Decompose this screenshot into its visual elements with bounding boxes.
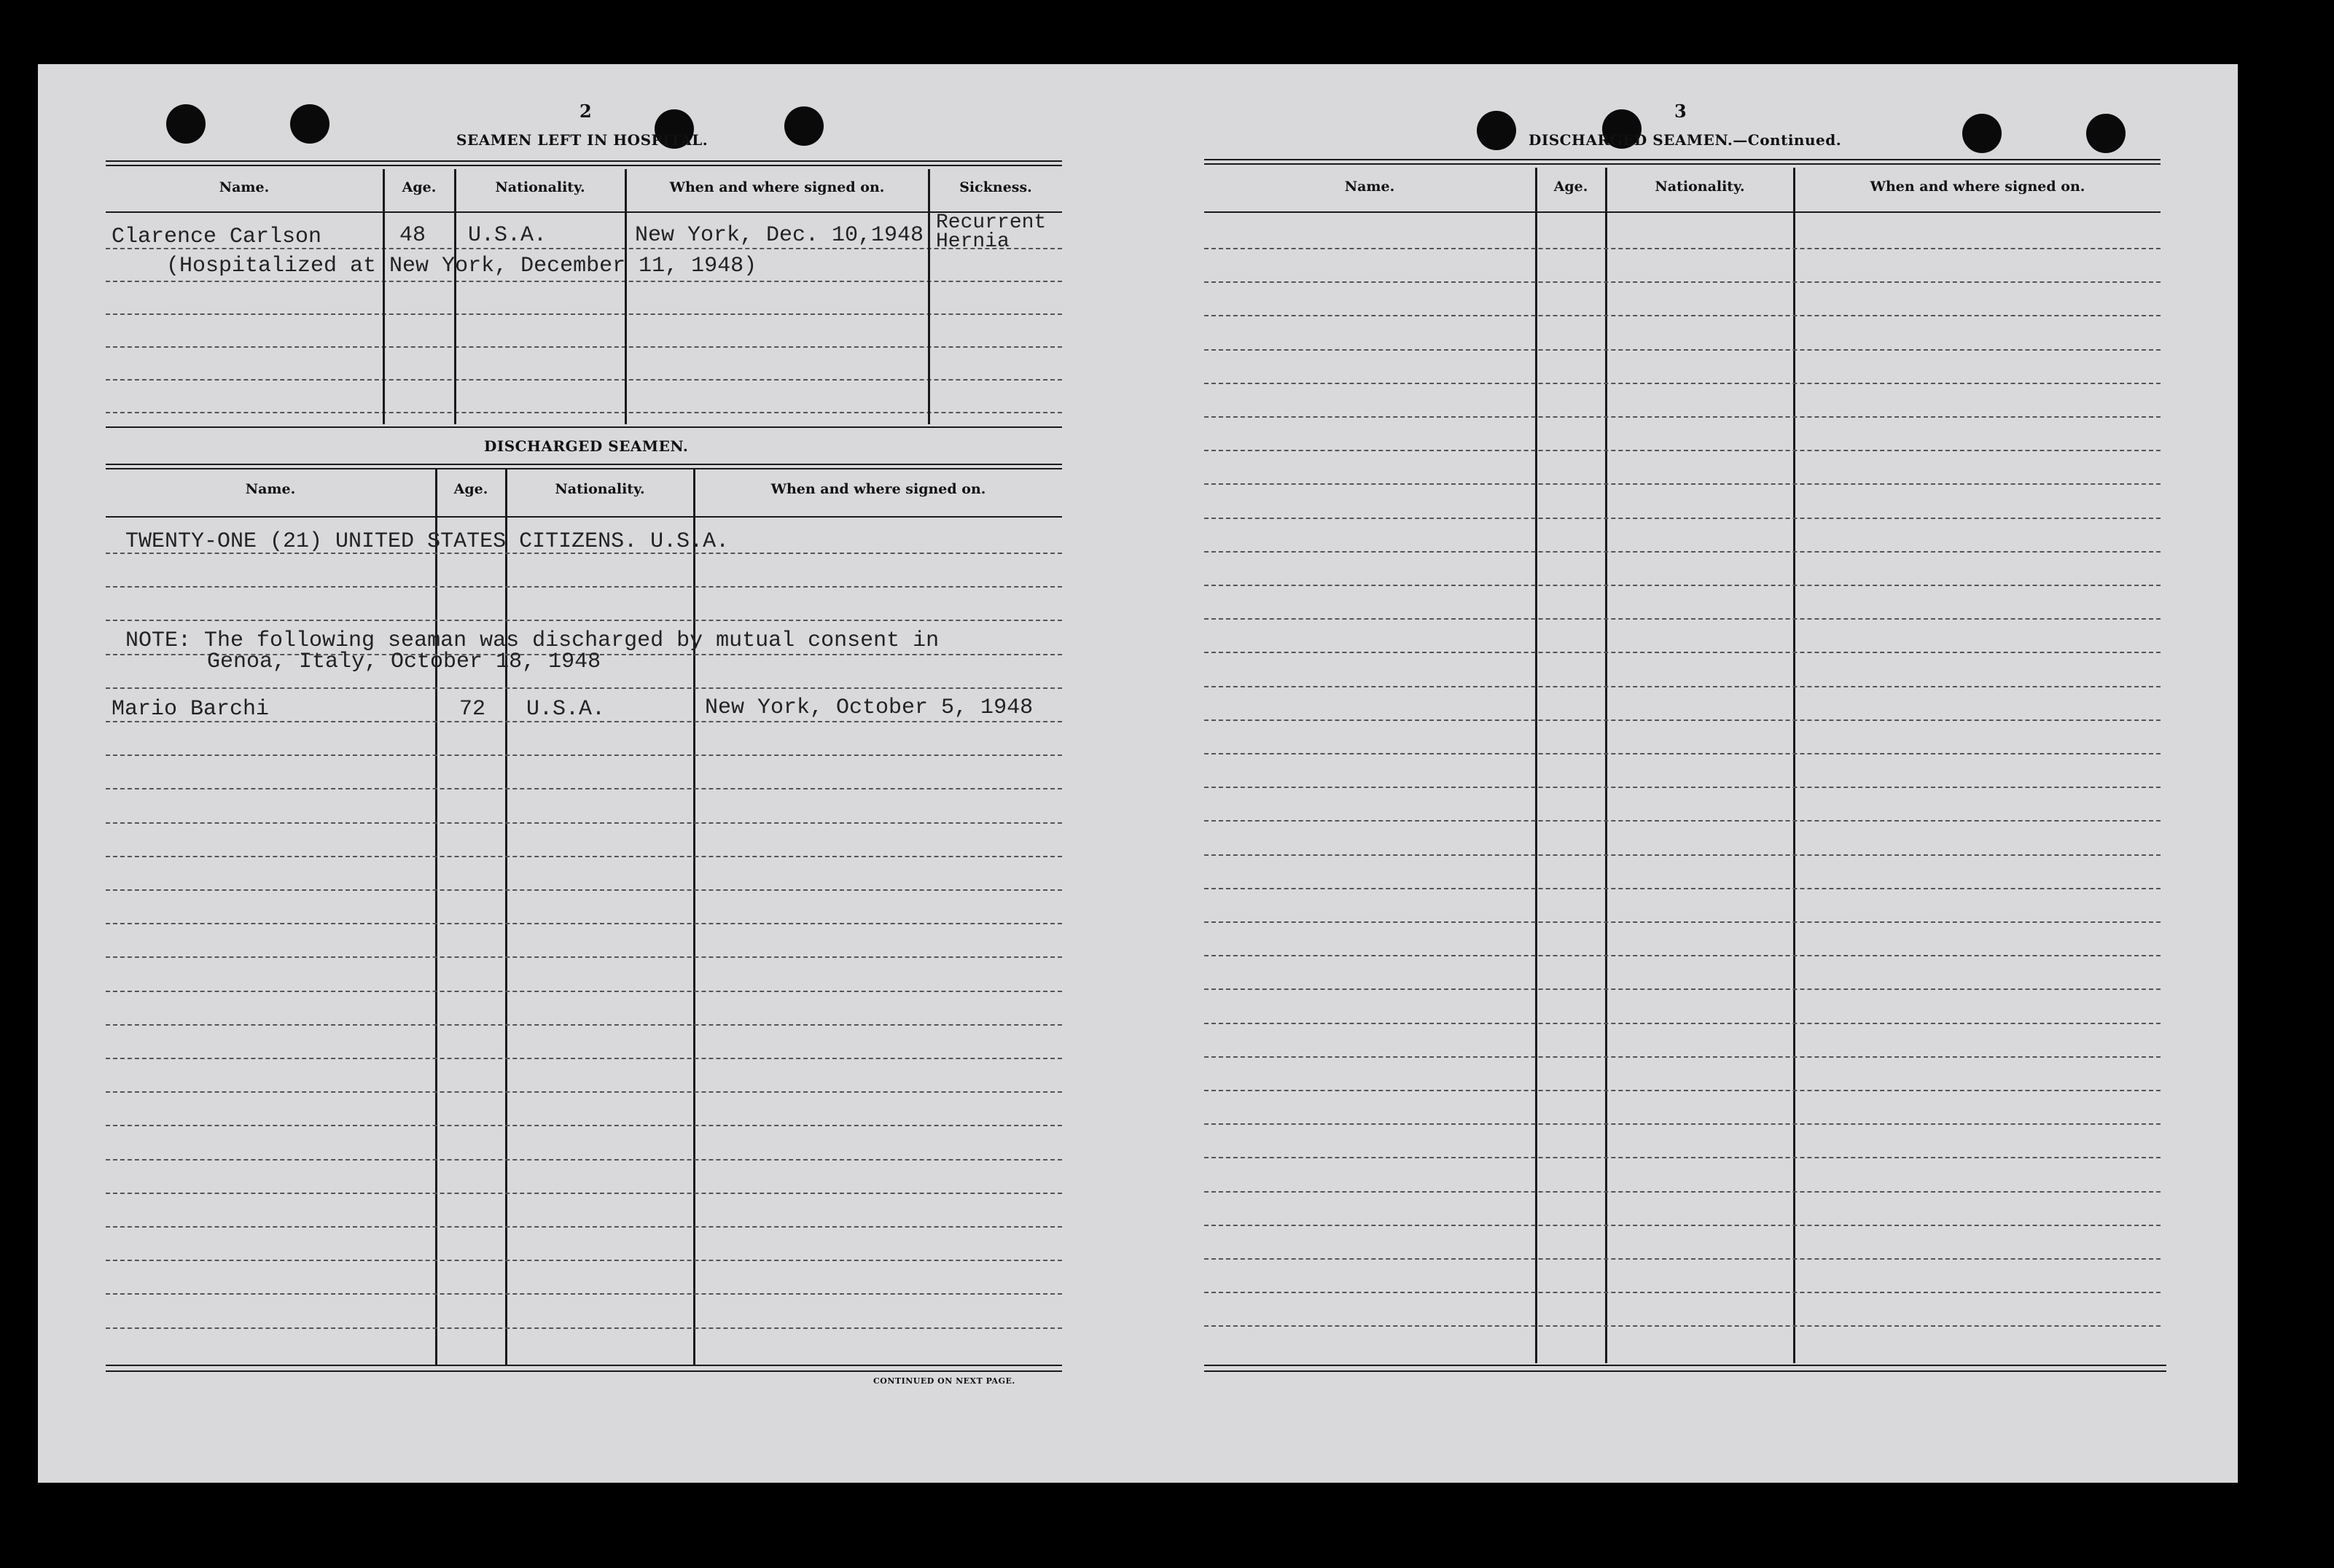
hospital-col-name-header: Name.: [219, 179, 270, 195]
ruled-row-line: [106, 1159, 1062, 1161]
left-table-bottom-rule: [106, 1365, 1062, 1366]
discharged-summary: TWENTY-ONE (21) UNITED STATES CITIZENS. U.S.A.: [125, 529, 730, 554]
hospital-col-sickness-header: Sickness.: [959, 179, 1032, 195]
ruled-row-line: [1204, 1191, 2161, 1193]
ruled-row-line: [106, 889, 1062, 891]
hospital-entry-nationality: U.S.A.: [468, 223, 547, 248]
right-col-divider: [1793, 168, 1795, 1363]
ruled-row-line: [106, 1260, 1062, 1261]
left-table-bottom-rule-2: [106, 1370, 1062, 1372]
discharged-note-line-2: Genoa, Italy, October 18, 1948: [207, 650, 601, 674]
discharged-col-divider: [435, 469, 437, 1365]
punch-hole: [784, 106, 824, 146]
page-number-left: 2: [579, 101, 592, 122]
discharged-entry-signed-on: New York, October 5, 1948: [705, 695, 1034, 720]
ruled-row-line: [106, 687, 1062, 689]
discharged-col-divider: [693, 469, 695, 1365]
ruled-row-line: [106, 1226, 1062, 1228]
punch-hole: [1962, 114, 2002, 153]
ruled-row-line: [1204, 483, 2161, 485]
right-col-divider: [1535, 168, 1537, 1363]
discharged-section-title: DISCHARGED SEAMEN.: [484, 437, 689, 455]
hospital-row-line: [106, 412, 1062, 413]
ruled-row-line: [1204, 1123, 2161, 1125]
ruled-row-line: [106, 620, 1062, 621]
hospital-entry-sickness-2: Hernia: [936, 230, 1010, 253]
discharged-col-nationality-header: Nationality.: [555, 481, 645, 497]
hospital-header-rule: [106, 211, 1062, 213]
discharged-col-name-header: Name.: [245, 481, 296, 497]
ruled-row-line: [1204, 719, 2161, 721]
hospital-table-top-rule: [106, 160, 1062, 166]
hospital-col-divider: [454, 169, 456, 424]
right-table-top-rule: [1204, 159, 2161, 165]
ruled-row-line: [1204, 988, 2161, 990]
ruled-row-line: [1204, 1325, 2161, 1327]
hospital-row-line: [106, 313, 1062, 315]
ruled-row-line: [106, 1024, 1062, 1026]
right-header-rule: [1204, 211, 2161, 213]
ruled-row-line: [1204, 955, 2161, 956]
right-col-age-header: Age.: [1553, 179, 1588, 195]
hospital-entry-signed-on: New York, Dec. 10,1948: [635, 223, 924, 248]
page-number-right: 3: [1674, 101, 1687, 122]
ruled-row-line: [106, 1327, 1062, 1329]
continued-footer: CONTINUED ON NEXT PAGE.: [873, 1376, 1015, 1386]
ruled-row-line: [1204, 1090, 2161, 1091]
ruled-row-line: [106, 586, 1062, 588]
ruled-row-line: [1204, 686, 2161, 687]
ruled-row-line: [1204, 518, 2161, 519]
punch-hole: [166, 104, 206, 144]
discharged-entry-age: 72: [459, 697, 486, 722]
ruled-row-line: [1204, 652, 2161, 653]
hospital-col-signed-header: When and where signed on.: [669, 179, 885, 195]
ruled-row-line: [1204, 383, 2161, 384]
ruled-row-line: [1204, 854, 2161, 856]
ruled-row-line: [106, 1293, 1062, 1295]
discharged-entry-name: Mario Barchi: [112, 697, 270, 722]
ruled-row-line: [1204, 1225, 2161, 1226]
ruled-row-line: [1204, 585, 2161, 586]
hospital-col-divider: [928, 169, 930, 424]
discharged-note-line-1: NOTE: The following seaman was discharged by mutual consent in: [125, 628, 940, 653]
right-section-title: DISCHARGED SEAMEN.—Continued.: [1529, 131, 1842, 149]
hospital-col-divider: [625, 169, 627, 424]
ruled-row-line: [106, 991, 1062, 992]
ruled-row-line: [106, 856, 1062, 857]
ruled-row-line: [1204, 753, 2161, 754]
discharged-col-divider: [505, 469, 507, 1365]
ruled-row-line: [1204, 281, 2161, 283]
right-col-nationality-header: Nationality.: [1655, 179, 1745, 195]
discharged-col-signed-header: When and where signed on.: [770, 481, 986, 497]
ruled-row-line: [106, 1091, 1062, 1093]
hospital-col-nationality-header: Nationality.: [495, 179, 585, 195]
punch-hole: [290, 104, 329, 144]
hospital-row-line: [106, 346, 1062, 348]
discharged-table-top-rule: [106, 464, 1062, 469]
ruled-row-line: [106, 754, 1062, 756]
ruled-row-line: [106, 1058, 1062, 1059]
ruled-row-line: [1204, 1023, 2161, 1024]
discharged-entry-nationality: U.S.A.: [526, 697, 606, 722]
hospital-entry-note: (Hospitalized at New York, December 11, 1948): [166, 254, 757, 278]
discharged-col-age-header: Age.: [453, 481, 488, 497]
hospital-entry-sickness-1: Recurrent: [936, 211, 1047, 234]
hospital-table-bottom-rule: [106, 426, 1062, 428]
ruled-row-line: [106, 1125, 1062, 1126]
ruled-row-line: [1204, 416, 2161, 418]
ruled-row-line: [1204, 1157, 2161, 1158]
punch-hole: [2086, 114, 2126, 153]
ruled-row-line: [1204, 888, 2161, 889]
ruled-row-line: [1204, 820, 2161, 822]
right-col-signed-header: When and where signed on.: [1870, 179, 2085, 195]
ruled-row-line: [1204, 1258, 2161, 1260]
ruled-row-line: [106, 822, 1062, 824]
ruled-row-line: [1204, 921, 2161, 923]
hospital-section-title: SEAMEN LEFT IN HOSPITAL.: [456, 131, 709, 149]
ruled-row-line: [1204, 248, 2161, 249]
ruled-row-line: [1204, 450, 2161, 451]
ruled-row-line: [1204, 1292, 2161, 1293]
hospital-row-line: [106, 379, 1062, 381]
ruled-row-line: [106, 923, 1062, 924]
hospital-entry-name: Clarence Carlson: [112, 225, 322, 249]
ruled-row-line: [106, 956, 1062, 958]
hospital-entry-age: 48: [399, 223, 426, 248]
right-table-bottom-rule-2: [1204, 1370, 2166, 1372]
ruled-row-line: [1204, 315, 2161, 316]
ruled-row-line: [1204, 551, 2161, 553]
ruled-row-line: [106, 788, 1062, 789]
ruled-row-line: [106, 1193, 1062, 1194]
discharged-header-rule: [106, 516, 1062, 518]
right-col-divider: [1605, 168, 1607, 1363]
hospital-col-age-header: Age.: [402, 179, 437, 195]
ruled-row-line: [1204, 349, 2161, 351]
ruled-row-line: [1204, 1056, 2161, 1058]
punch-hole: [1477, 111, 1516, 150]
hospital-row-line: [106, 281, 1062, 282]
right-table-bottom-rule: [1204, 1365, 2166, 1366]
hospital-col-divider: [383, 169, 385, 424]
right-col-name-header: Name.: [1344, 179, 1395, 195]
ruled-row-line: [1204, 618, 2161, 620]
ruled-row-line: [1204, 787, 2161, 788]
